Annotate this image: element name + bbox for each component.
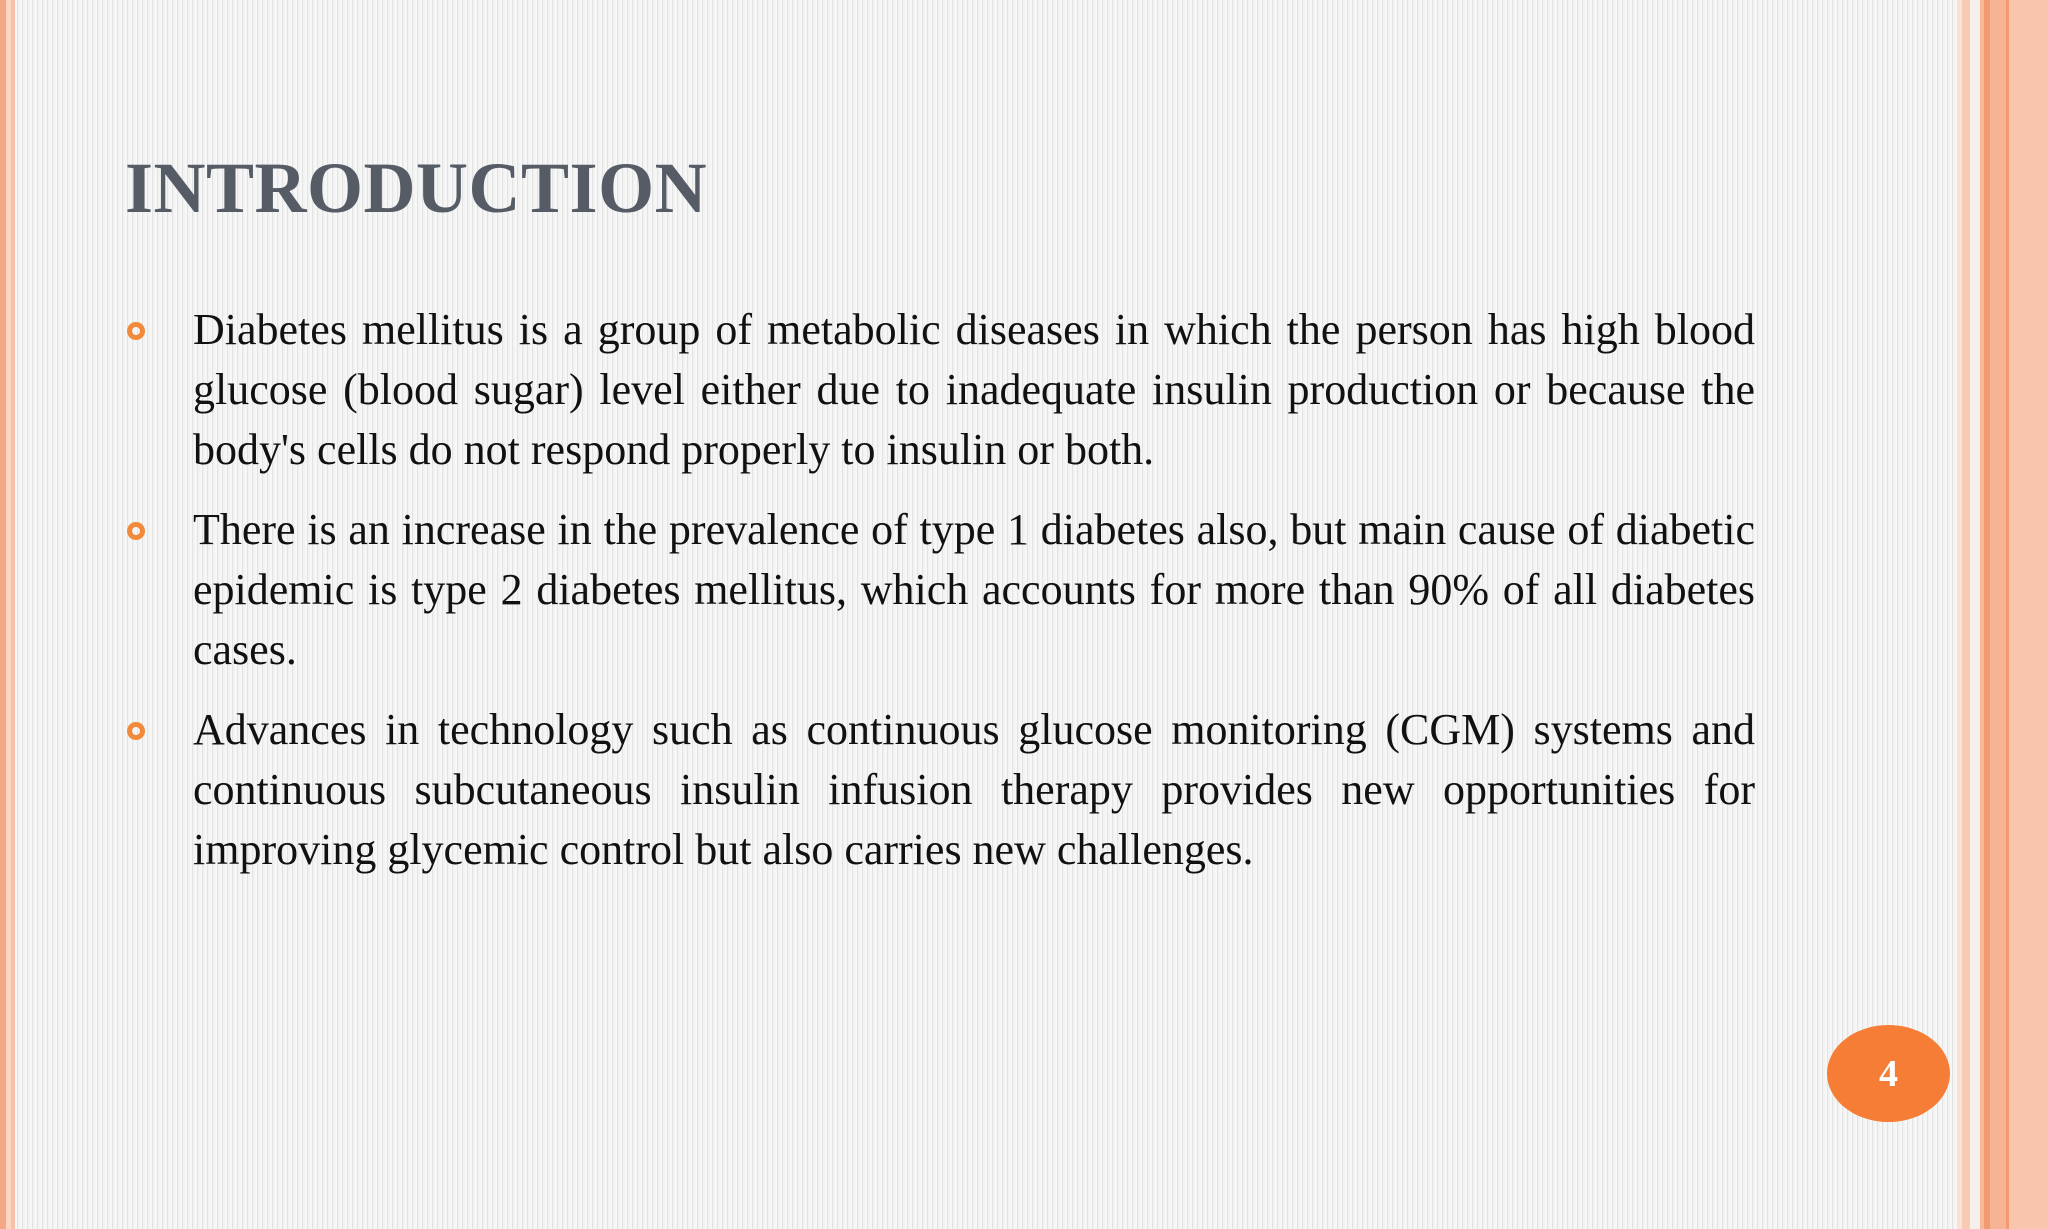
right-border-stripe — [2009, 0, 2048, 1229]
bullet-list — [125, 300, 1755, 900]
right-border-stripe — [1962, 0, 1970, 1229]
left-border-stripe — [11, 0, 15, 1229]
bullet-item — [125, 500, 1755, 680]
bullet-text: Diabetes mellitus is a group of metabolic diseases in which the person has high blood glucose (blood sugar) level either due to inadequate insulin production or because the body's cells do not respond properly to insulin or both. — [193, 305, 1755, 474]
bullet-text: Advances in technology such as continuous glucose monitoring (CGM) systems and continuous subcutaneous insulin infusion therapy provides new opportunities for improving glycemic control but also carries new challenges. — [193, 705, 1755, 874]
ring-bullet-icon — [127, 522, 145, 540]
ring-bullet-icon — [127, 722, 145, 740]
bullet-item — [125, 300, 1755, 480]
bullet-text: There is an increase in the prevalence of type 1 diabetes also, but main cause of diabetic epidemic is type 2 diabetes mellitus, which accounts for more than 90% of all diabetes cases. — [193, 505, 1755, 674]
page-number-badge: 4 — [1827, 1025, 1950, 1122]
right-border-stripe — [1990, 0, 2006, 1229]
bullet-item — [125, 700, 1755, 880]
right-border-stripe — [1970, 0, 1980, 1229]
ring-bullet-icon — [127, 322, 145, 340]
slide-title: INTRODUCTION — [125, 148, 708, 228]
